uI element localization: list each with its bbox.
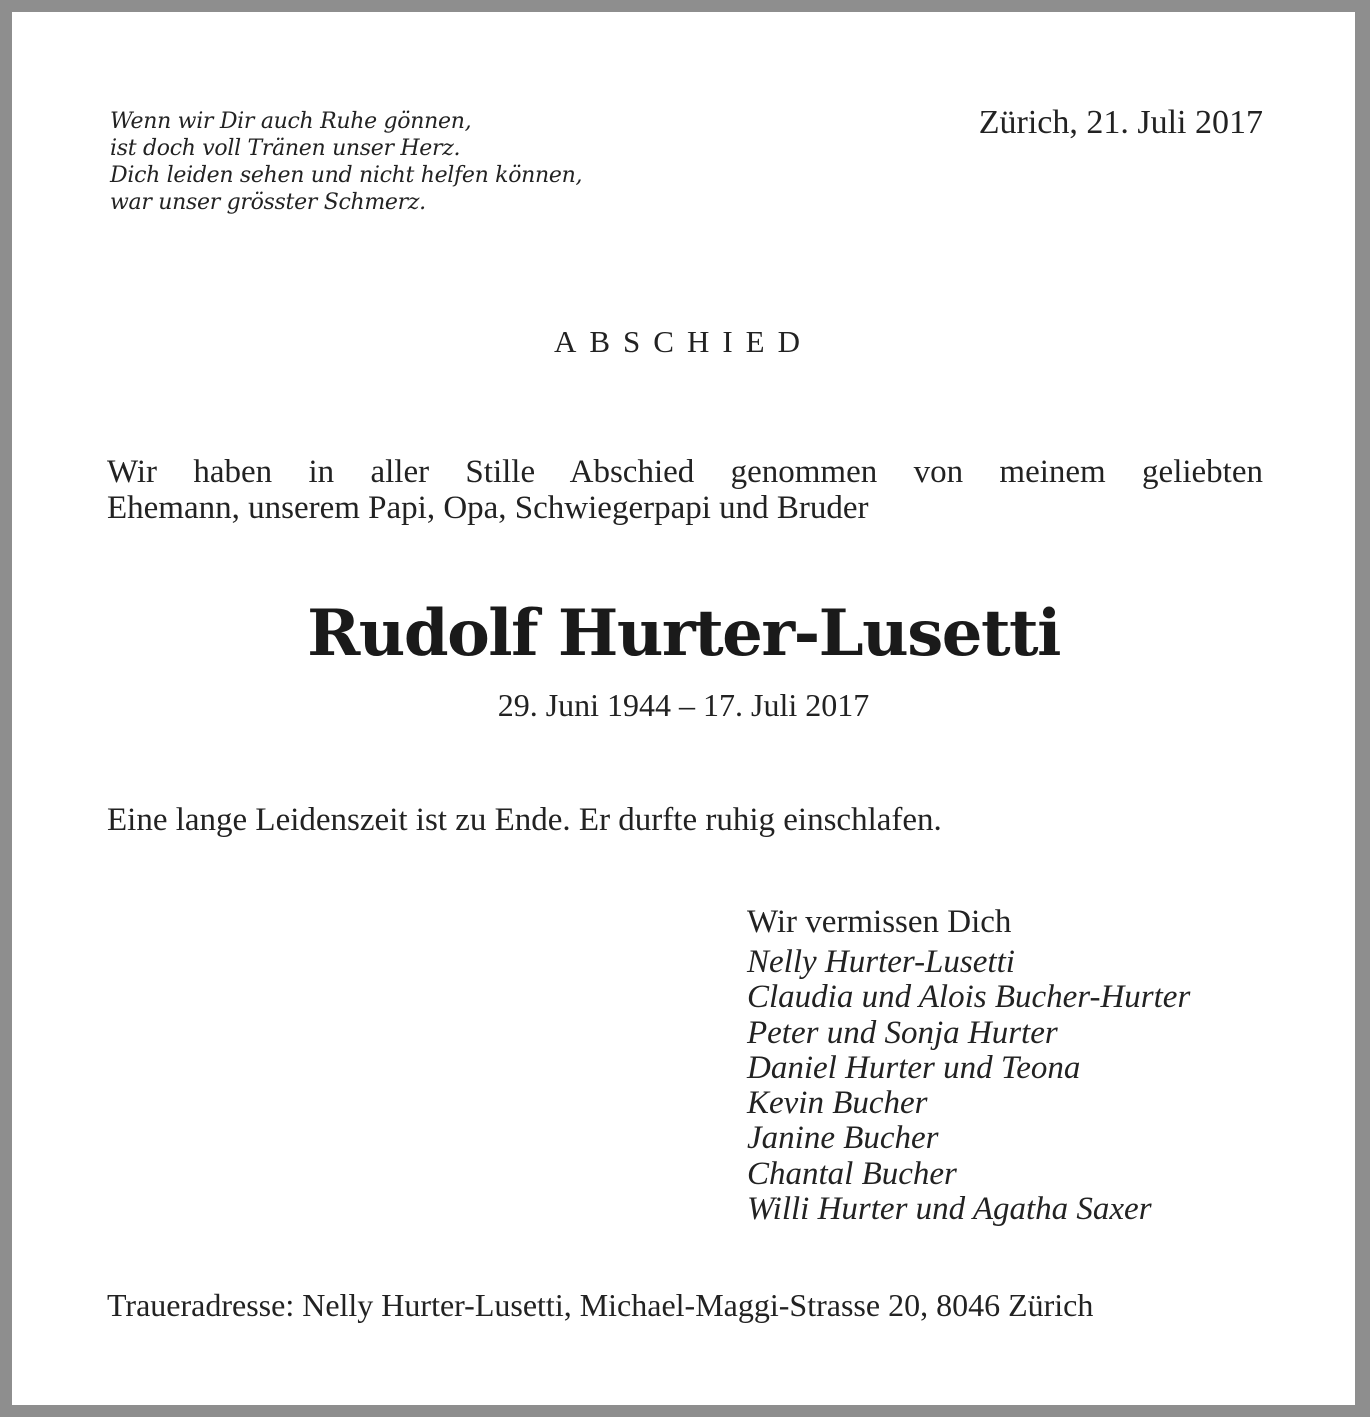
- signature-name: Peter und Sonja Hurter: [747, 1014, 1058, 1051]
- mourning-address: Traueradresse: Nelly Hurter-Lusetti, Michael-Maggi-Strasse 20, 8046 Zürich: [107, 1287, 1094, 1323]
- poem-line: war unser grösster Schmerz.: [110, 190, 426, 215]
- poem-line: ist doch voll Tränen unser Herz.: [110, 136, 461, 161]
- life-dates: 29. Juni 1944 – 17. Juli 2017: [497, 687, 870, 723]
- closing-text: Eine lange Leidenszeit ist zu Ende. Er durfte ruhig einschlafen.: [107, 802, 942, 838]
- poem: [110, 108, 582, 216]
- signature-name: Janine Bucher: [747, 1120, 939, 1157]
- signature-name: Willi Hurter und Agatha Saxer: [747, 1191, 1152, 1228]
- poem-line: Dich leiden sehen und nicht helfen können,: [110, 163, 583, 188]
- intro-text: [107, 454, 1263, 526]
- signature-name: Chantal Bucher: [747, 1155, 957, 1192]
- signature-names: [747, 945, 1190, 1227]
- intro-line: Ehemann, unserem Papi, Opa, Schwiegerpapi und Bruder: [107, 490, 869, 526]
- signature-name: Kevin Bucher: [747, 1085, 928, 1122]
- obituary-page: [12, 12, 1355, 1405]
- intro-line: Wir haben in aller Stille Abschied genommen von meinem geliebten: [107, 454, 1263, 490]
- poem-line: Wenn wir Dir auch Ruhe gönnen,: [110, 109, 472, 134]
- heading: ABSCHIED: [553, 324, 813, 359]
- place-date: Zürich, 21. Juli 2017: [978, 104, 1263, 141]
- signature-name: Nelly Hurter-Lusetti: [747, 944, 1015, 980]
- deceased-name: Rudolf Hurter-Lusetti: [307, 596, 1060, 671]
- signature-name: Claudia und Alois Bucher-Hurter: [747, 979, 1191, 1016]
- signatures: [747, 904, 1190, 1227]
- signature-name: Daniel Hurter und Teona: [747, 1049, 1081, 1086]
- signatures-greeting: Wir vermissen Dich: [747, 904, 1012, 940]
